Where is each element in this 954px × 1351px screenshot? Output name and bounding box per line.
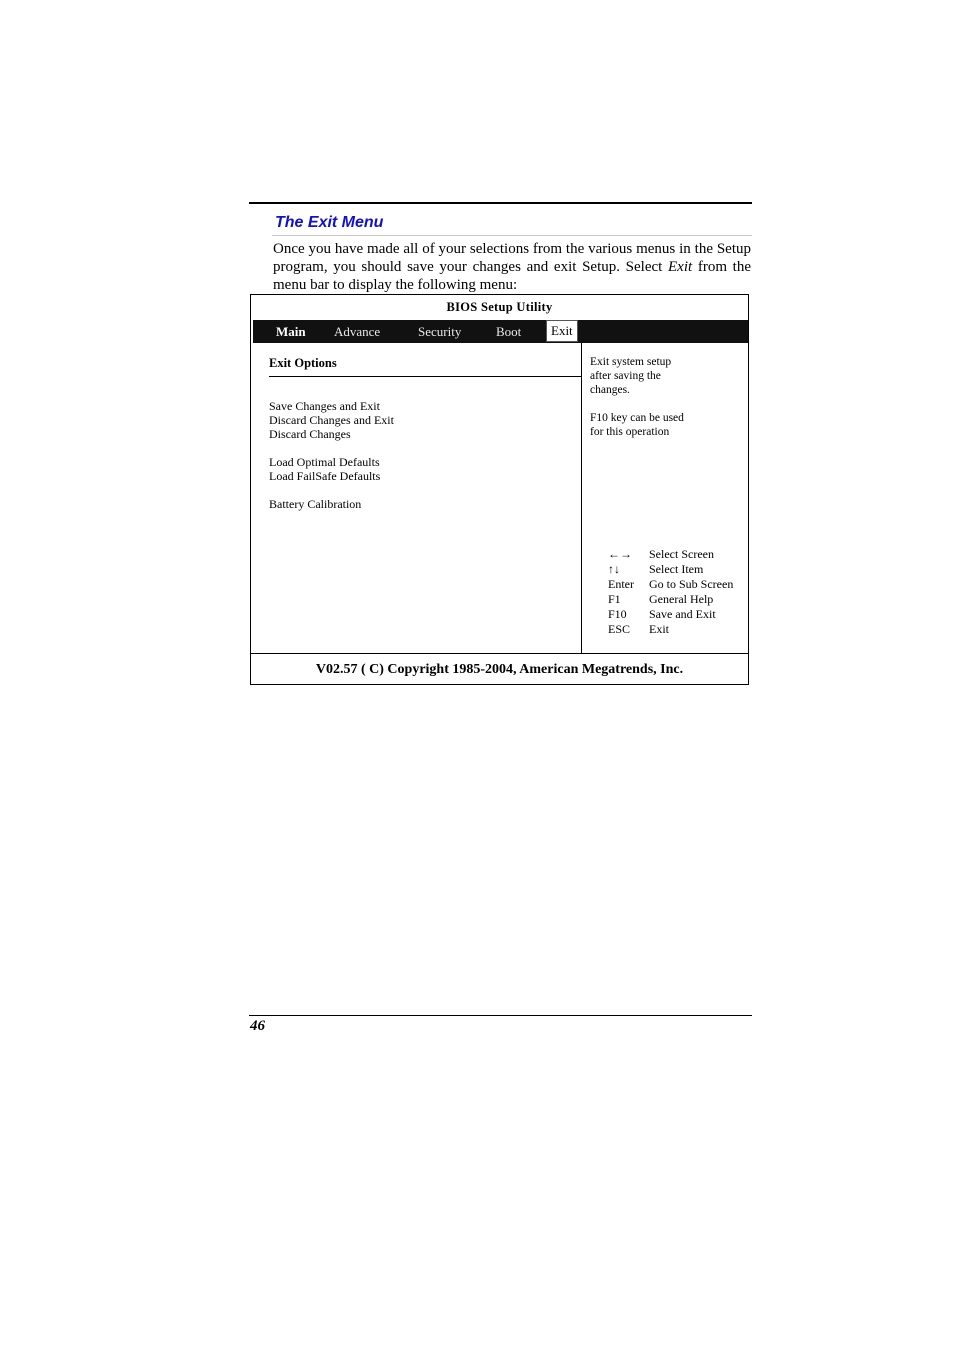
bios-title: BIOS Setup Utility	[446, 300, 553, 314]
option-discard-changes-exit[interactable]: Discard Changes and Exit	[269, 413, 394, 427]
intro-emphasis: Exit	[668, 259, 693, 275]
option-discard-changes[interactable]: Discard Changes	[269, 427, 351, 441]
help-line: Exit system setup	[590, 356, 672, 368]
key-desc-save-exit: Save and Exit	[649, 607, 716, 621]
section-title: The Exit Menu	[275, 214, 384, 231]
key-f10: F10	[608, 607, 627, 621]
key-enter: Enter	[608, 577, 634, 591]
menu-advance[interactable]: Advance	[334, 324, 381, 339]
option-load-optimal-defaults[interactable]: Load Optimal Defaults	[269, 455, 380, 469]
option-save-changes-exit[interactable]: Save Changes and Exit	[269, 399, 380, 413]
page-number: 46	[250, 1018, 265, 1034]
heading-rule	[269, 376, 581, 377]
intro-paragraph	[273, 240, 751, 294]
intro-text-2: from the menu bar to display the following menu:	[273, 259, 752, 293]
help-pane	[581, 343, 749, 653]
bottom-rule	[249, 1015, 752, 1016]
key-f1: F1	[608, 592, 621, 606]
menu-exit[interactable]: Exit	[546, 320, 578, 342]
options-heading: Exit Options	[269, 356, 337, 370]
key-desc-sub-screen: Go to Sub Screen	[649, 577, 734, 591]
arrow-up-down-icon: ↑↓	[608, 562, 620, 576]
key-desc-exit: Exit	[649, 622, 669, 636]
arrow-left-right-icon: ←→	[608, 547, 632, 561]
bios-screenshot	[250, 294, 749, 685]
key-desc-select-screen: Select Screen	[649, 547, 714, 561]
top-rule	[249, 202, 752, 204]
help-line: changes.	[590, 384, 630, 396]
help-line: for this operation	[590, 426, 670, 438]
help-line: after saving the	[590, 370, 661, 382]
option-load-failsafe-defaults[interactable]: Load FailSafe Defaults	[269, 469, 381, 483]
menu-boot[interactable]: Boot	[496, 324, 522, 339]
intro-text-1: Once you have made all of your selections from the various menus in the Setup program, you should save your changes and exit Setup. Select	[273, 241, 751, 275]
menu-main[interactable]: Main	[276, 324, 306, 339]
key-desc-general-help: General Help	[649, 592, 714, 606]
title-rule	[272, 235, 752, 236]
help-line: F10 key can be used	[590, 412, 684, 424]
bios-menu-bar	[253, 320, 748, 343]
key-desc-select-item: Select Item	[649, 562, 704, 576]
option-battery-calibration[interactable]: Battery Calibration	[269, 497, 362, 511]
bios-copyright: V02.57 ( C) Copyright 1985-2004, American Megatrends, Inc.	[251, 653, 748, 685]
menu-security[interactable]: Security	[418, 324, 462, 339]
options-pane	[253, 343, 581, 653]
key-esc: ESC	[608, 622, 631, 636]
